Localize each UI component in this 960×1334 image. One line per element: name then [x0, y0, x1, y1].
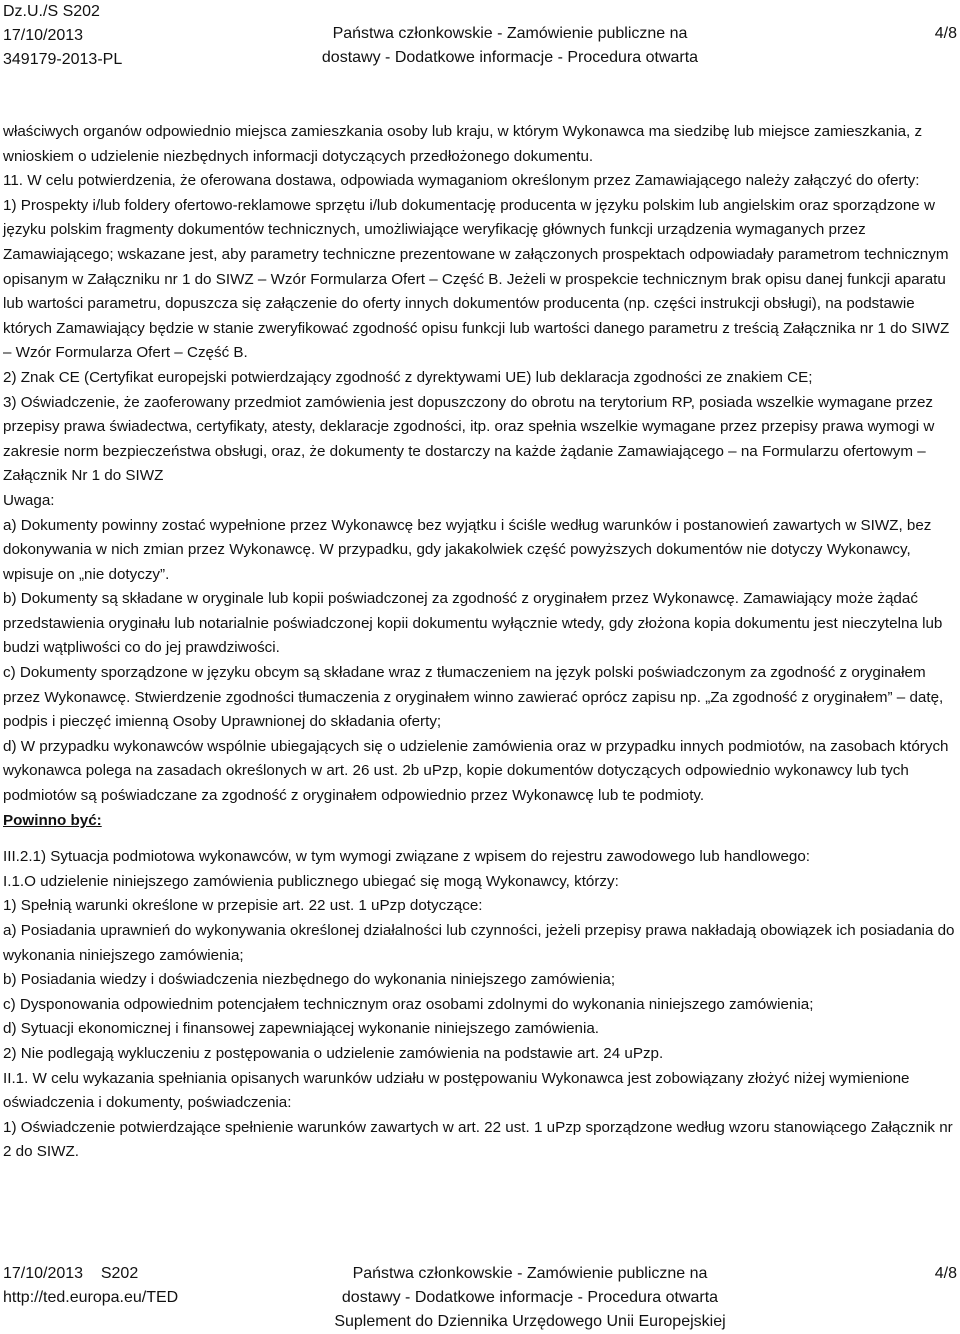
page-footer	[0, 1262, 960, 1334]
footer-date-code: 17/10/2013 S202	[3, 1265, 139, 1282]
header-title-line-1: Państwa członkowskie - Zamówienie publiczne na	[332, 25, 688, 42]
page-header	[0, 0, 960, 70]
header-title-line-2: dostawy - Dodatkowe informacje - Procedura otwarta	[321, 49, 699, 66]
paragraph: właściwych organów odpowiednio miejsca zamieszkania osoby lub kraju, w którym Wykonawca ma siedzibę lub miejsce zamieszkania, z wnioskiem o udzielenie niezbędnych informacji dotyczących przedłożonego dokumentu.	[3, 123, 923, 165]
paragraph: Uwaga:	[3, 491, 55, 509]
footer-title-line-2: dostawy - Dodatkowe informacje - Procedura otwarta	[341, 1289, 719, 1306]
paragraph: 1) Oświadczenie potwierdzające spełnienie warunków zawartych w art. 22 ust. 1 uPzp sporządzone według wzoru stanowiącego Załącznik nr 2 do SIWZ.	[3, 1118, 953, 1161]
footer-title	[300, 1262, 760, 1334]
footer-title-line-3: Suplement do Dziennika Urzędowego Unii Europejskiej	[334, 1313, 726, 1330]
notice-number: 349179-2013-PL	[3, 51, 123, 68]
paragraph: III.2.1) Sytuacja podmiotowa wykonawców, w tym wymogi związane z wpisem do rejestru zawodowego lub handlowego:	[3, 848, 811, 866]
paragraph: b) Posiadania wiedzy i doświadczenia niezbędnego do wykonania niniejszego zamówienia;	[3, 971, 616, 989]
footer-meta	[3, 1262, 178, 1310]
footer-page-number: 4/8	[934, 1265, 957, 1282]
paragraph: a) Posiadania uprawnień do wykonywania określonej działalności lub czynności, jeżeli przepisy prawa nakładają obowiązek ich posiadania do wykonania niniejszego zamówienia;	[3, 922, 955, 964]
paragraph: a) Dokumenty powinny zostać wypełnione przez Wykonawcę bez wyjątku i ściśle według warunków i postanowień zawartych w SIWZ, bez dokonywania w nich zmian przez Wykonawcę. W przypadku, gdy jakakolwiek część powyższych dokumentów nie dotyczy Wykonawcy, wpisuje on „nie dotyczy”.	[3, 516, 932, 583]
paragraph: II.1. W celu wykazania spełniania opisanych warunków udziału w postępowaniu Wykonawca jest zobowiązany złożyć niżej wymienione oświadczenia i dokumenty, poświadczenia:	[3, 1069, 910, 1112]
paragraph: 2) Znak CE (Certyfikat europejski potwierdzający zgodność z dyrektywami UE) lub deklaracja zgodności ze znakiem CE;	[3, 368, 813, 386]
paragraph: 1) Prospekty i/lub foldery ofertowo-reklamowe sprzętu i/lub dokumentację producenta w języku polskim lub angielskim oraz sporządzone w języku polskim fragmenty dokumentów technicznych, umożliwiające weryfikację głównych funkcji urządzenia wymaganych przez Zamawiającego; wskazane jest, aby parametry techniczne prezentowane w załączonych prospektach odpowiadały parametrom technicznym opisanym w Załączniku nr 1 do SIWZ – Wzór Formularza Ofert – Część B. Jeżeli w prospekcie technicznym brak opisu danej funkcji aparatu lub wartości parametru, dopuszcza się załączenie do oferty innych dokumentów producenta (np. części instrukcji obsługi), na podstawie których Zamawiający będzie w stanie zweryfikować zgodność opisu funkcji lub wartości danego parametru z treścią Załącznika nr 1 do SIWZ – Wzór Formularza Ofert – Część B.	[3, 196, 950, 362]
footer-title-line-1: Państwa członkowskie - Zamówienie publiczne na	[352, 1265, 708, 1282]
paragraph: c) Dysponowania odpowiednim potencjałem technicznym oraz osobami zdolnymi do wykonania niniejszego zamówienia;	[3, 995, 814, 1013]
paragraph: 11. W celu potwierdzenia, że oferowana dostawa, odpowiada wymaganiom określonym przez Zamawiającego należy załączyć do oferty:	[3, 172, 920, 190]
header-title	[310, 22, 710, 70]
header-meta	[3, 0, 122, 72]
header-date: 17/10/2013	[3, 27, 84, 44]
spacer	[3, 833, 955, 845]
doc-reference: Dz.U./S S202	[3, 3, 100, 20]
paragraph: d) Sytuacji ekonomicznej i finansowej zapewniającej wykonanie niniejszego zamówienia.	[3, 1020, 600, 1038]
document-body	[3, 120, 955, 1165]
paragraph: I.1.O udzielenie niniejszego zamówienia publicznego ubiegać się mogą Wykonawcy, którzy:	[3, 872, 619, 890]
paragraph: d) W przypadku wykonawców wspólnie ubiegających się o udzielenie zamówienia oraz w przypadku innych podmiotów, na zasobach których wykonawca polega na zasadach określonych w art. 26 ust. 2b uPzp, kopie dokumentów dotyczących odpowiednio wykonawcy lub tych podmiotów są poświadczane za zgodność z oryginałem odpowiednio przez Wykonawcę lub te podmioty.	[3, 737, 949, 805]
paragraph: c) Dokumenty sporządzone w języku obcym są składane wraz z tłumaczeniem na język polski poświadczonym za zgodność z oryginałem przez Wykonawcę. Stwierdzenie zgodności tłumaczenia z oryginałem winno zawierać oprócz zapisu np. „Za zgodność z oryginałem” – datę, podpis i pieczęć imienną Osoby Uprawnionej do składania oferty;	[3, 664, 944, 731]
header-page-number: 4/8	[934, 25, 957, 42]
paragraph: 3) Oświadczenie, że zaoferowany przedmiot zamówienia jest dopuszczony do obrotu na terytorium RP, posiada wszelkie wymagane przez przepisy prawa świadectwa, certyfikaty, atesty, deklaracje zgodności, itp. oraz spełnia wszelkie wymagane przez przepisy prawa wymogi w zakresie norm bezpieczeństwa obsługi, oraz, że dokumenty te dostarczy na każde żądanie Zamawiającego – na Formularzu ofertowym – Załącznik Nr 1 do SIWZ	[3, 393, 935, 485]
paragraph: 1) Spełnią warunki określone w przepisie art. 22 ust. 1 uPzp dotyczące:	[3, 897, 483, 915]
section-heading: Powinno być:	[3, 811, 102, 829]
paragraph: b) Dokumenty są składane w oryginale lub kopii poświadczonej za zgodność z oryginałem przez Wykonawcę. Zamawiający może żądać przedstawienia oryginału lub notarialnie poświadczonej kopii dokumentu wyłącznie wtedy, gdy złożona kopia dokumentu jest nieczytelna lub budzi wątpliwości co do jej prawdziwości.	[3, 590, 943, 657]
paragraph: 2) Nie podlegają wykluczeniu z postępowania o udzielenie zamówienia na podstawie art. 24 uPzp.	[3, 1044, 664, 1062]
footer-url: http://ted.europa.eu/TED	[3, 1289, 179, 1306]
